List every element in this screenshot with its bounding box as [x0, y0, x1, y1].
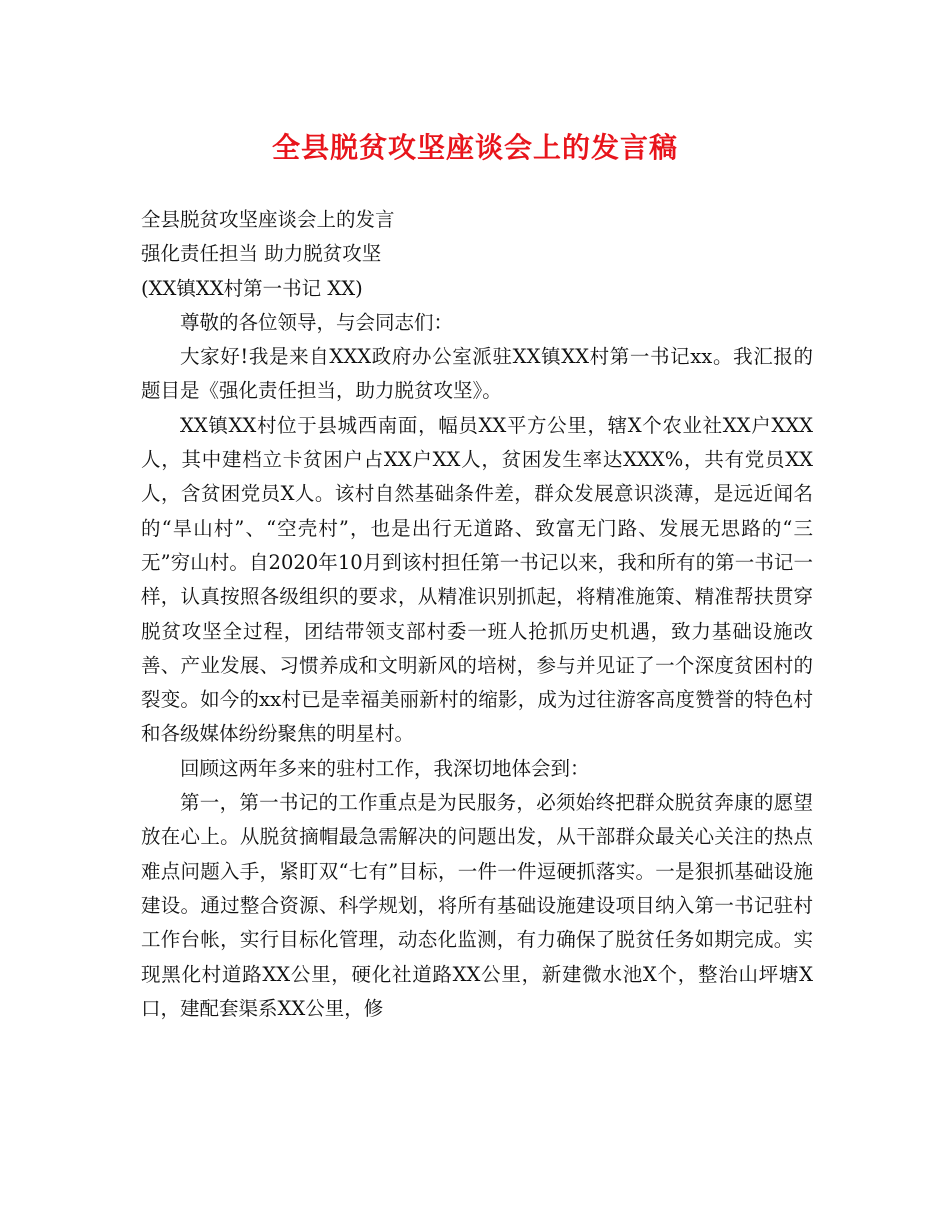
- document-title: 全县脱贫攻坚座谈会上的发言稿: [271, 131, 678, 164]
- document-body: [141, 203, 813, 1026]
- subtitle-line: 全县脱贫攻坚座谈会上的发言: [141, 208, 395, 231]
- speaker-line: (XX镇XX村第一书记 XX): [141, 276, 363, 300]
- first-point-paragraph: 第一，第一书记的工作重点是为民服务，必须始终把群众脱贫奔康的愿望放在心上。从脱贫摘帽最急需解决的问题出发，从干部群众最关心关注的热点难点问题入手，紧盯双“七有”目标，一件一件逗硬抓落实。一是狠抓基础设施建设。通过整合资源、科学规划，将所有基础设施建设项目纳入第一书记驻村工作台帐，实行目标化管理，动态化监测，有力确保了脱贫任务如期完成。实现黑化村道路XX公里，硬化社道路XX公里，新建微水池X个，整治山坪塘X口，建配套渠系XX公里，修: [141, 791, 813, 1020]
- theme-line: 强化责任担当 助力脱贫攻坚: [141, 242, 382, 266]
- introduction-paragraph: 大家好!我是来自XXX政府办公室派驻XX镇XX村第一书记xx。我汇报的题目是《强化责任担当，助力脱贫攻坚》。: [141, 345, 813, 403]
- village-overview-paragraph: XX镇XX村位于县城西南面，幅员XX平方公里，辖X个农业社XX户XXX人，其中建档立卡贫困户占XX户XX人，贫困发生率达XXX%，共有党员XX人，含贫困党员X人。该村自然基础条件差，群众发展意识淡薄，是远近闻名的“旱山村”、“空壳村”，也是出行无道路、致富无门路、发展无思路的“三无”穷山村。自2020年10月到该村担任第一书记以来，我和所有的第一书记一样，认真按照各级组织的要求，从精准识别抓起，将精准施策、精准帮扶贯穿脱贫攻坚全过程，团结带领支部村委一班人抢抓历史机遇，致力基础设施改善、产业发展、习惯养成和文明新风的培树，参与并见证了一个深度贫困村的裂变。如今的xx村已是幸福美丽新村的缩影，成为过往游客高度赞誉的特色村和各级媒体纷纷聚焦的明星村。: [141, 413, 813, 746]
- reflection-intro-paragraph: 回顾这两年多来的驻村工作，我深切地体会到：: [180, 756, 590, 780]
- salutation-paragraph: 尊敬的各位领导，与会同志们：: [180, 310, 454, 334]
